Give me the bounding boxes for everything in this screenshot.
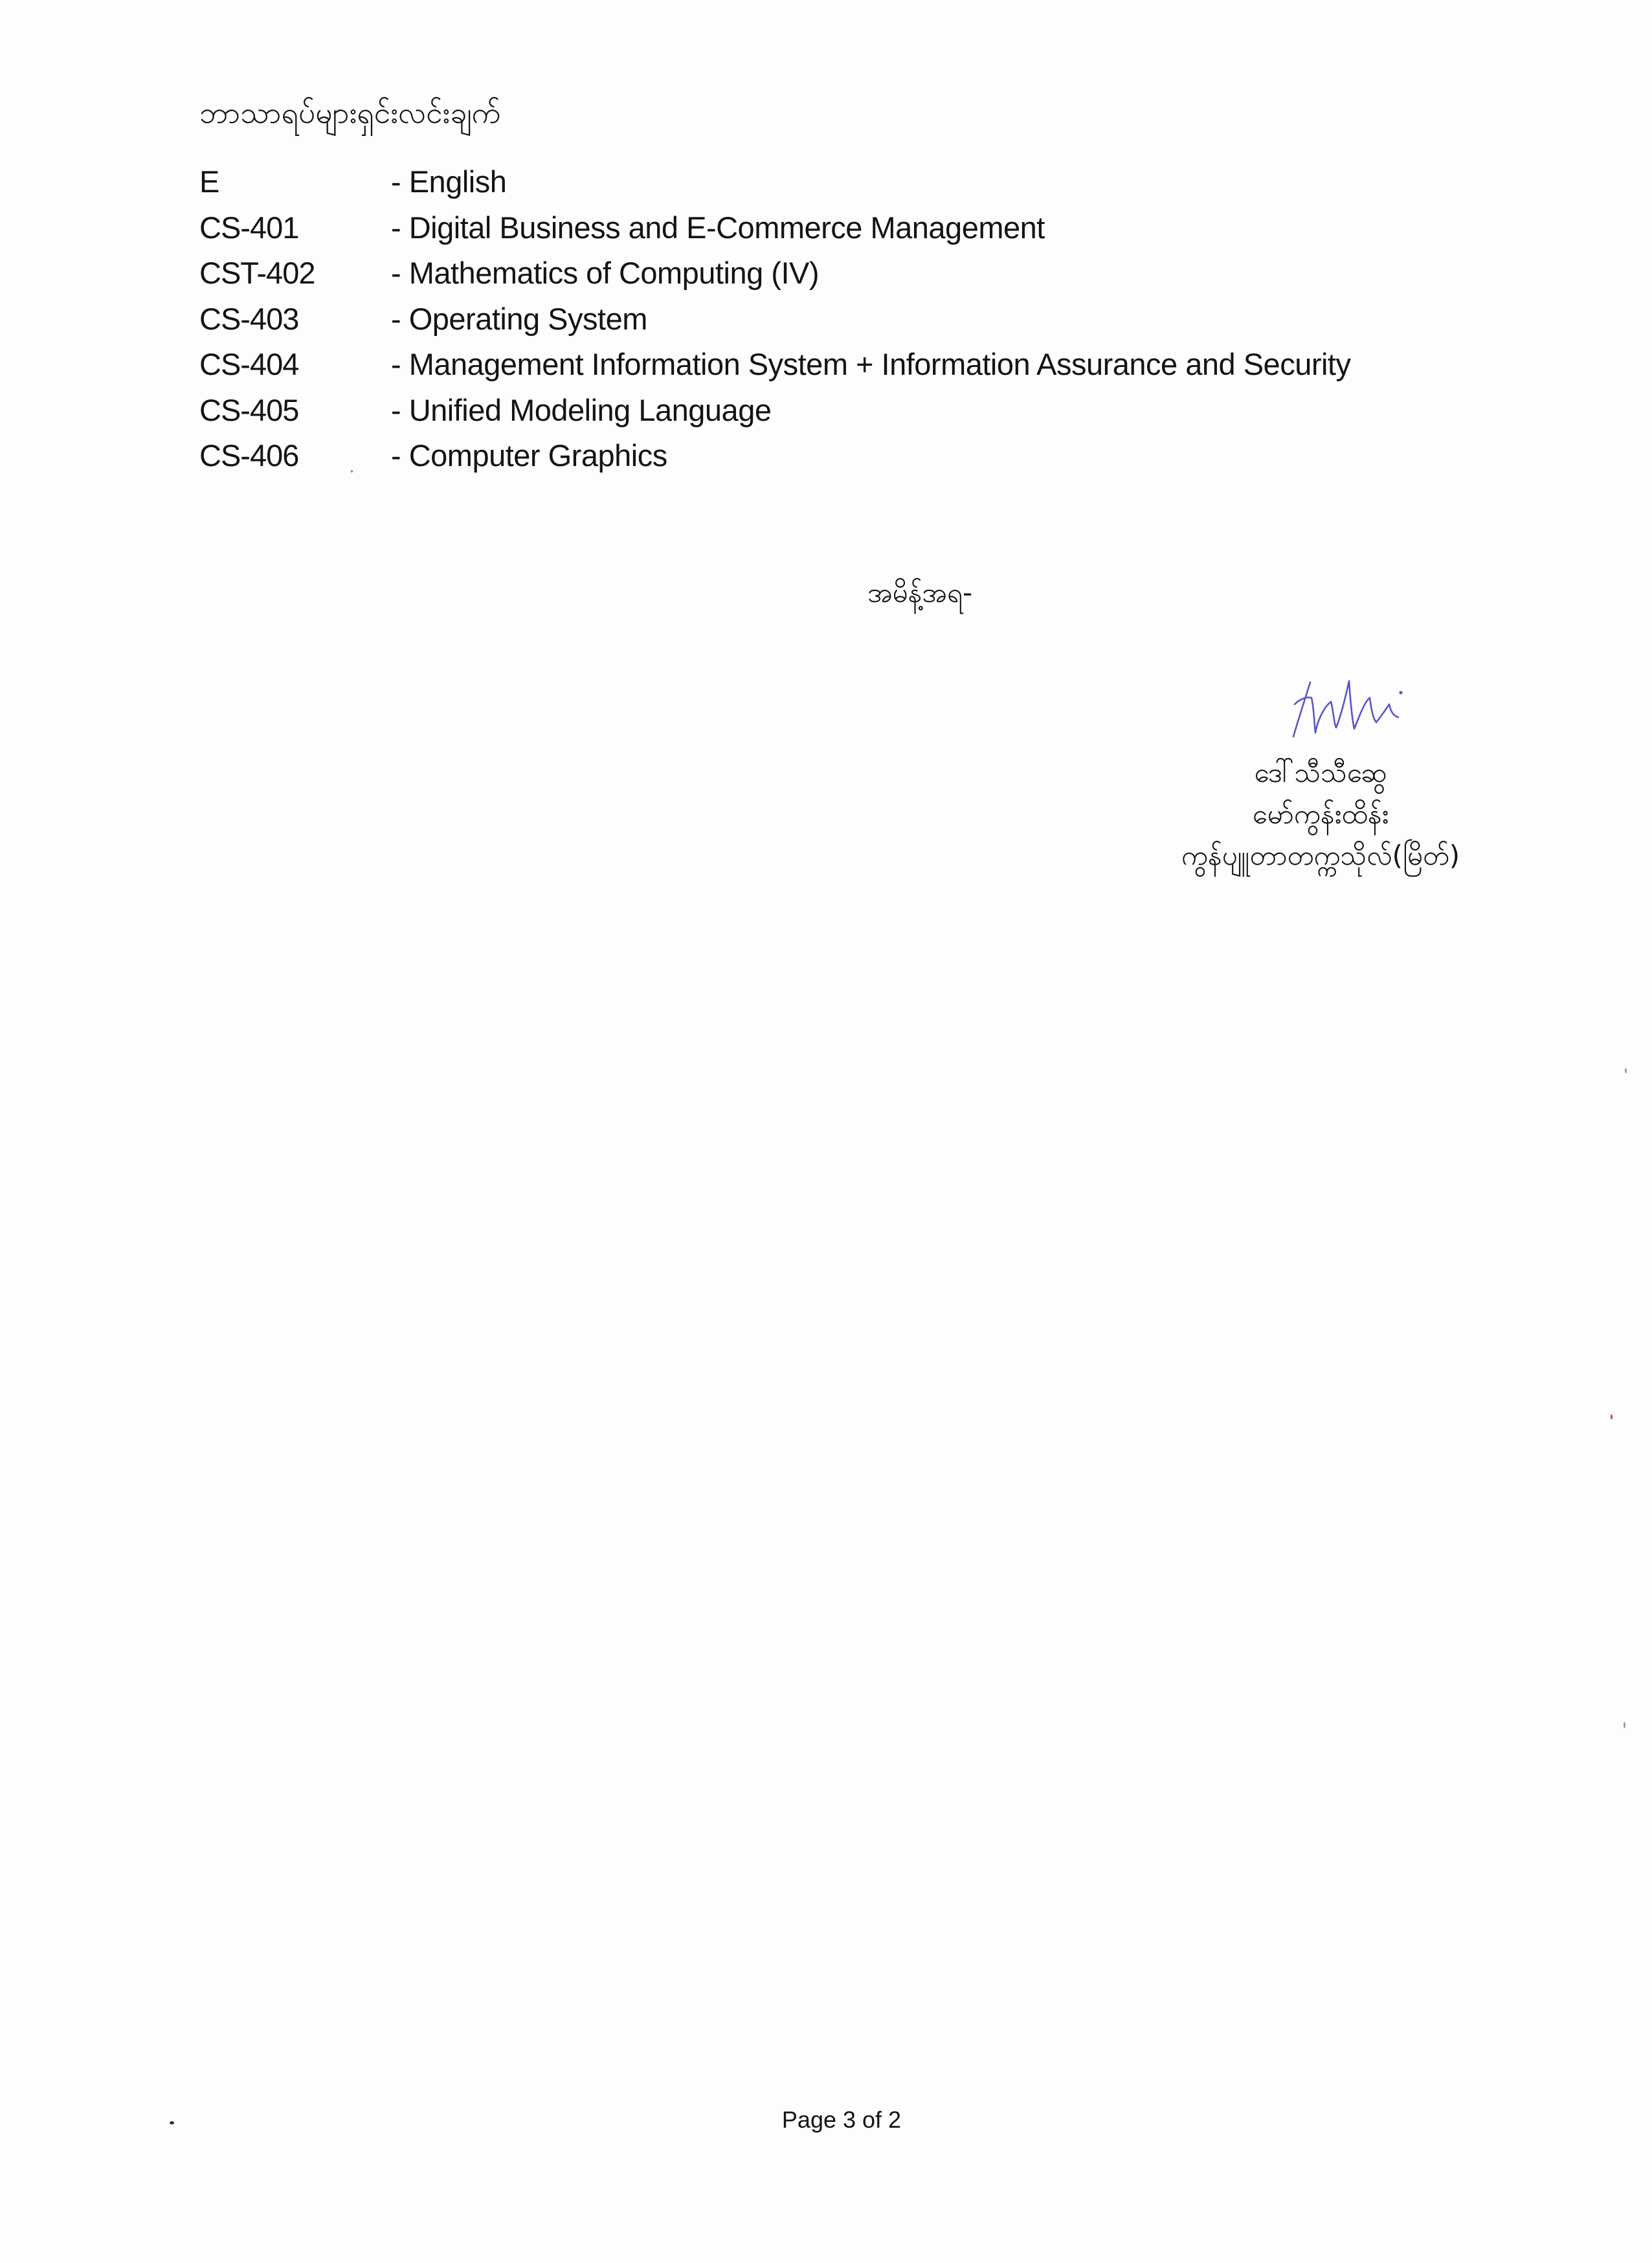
subject-name: - Operating System [391, 301, 647, 336]
subject-row [199, 296, 1494, 342]
subject-row [199, 159, 1494, 205]
subject-row [199, 205, 1494, 251]
order-line: အမိန့်အရ- [867, 577, 973, 608]
page-heading: ဘာသာရပ်များရှင်းလင်းချက် [199, 95, 501, 130]
subject-code: E [199, 164, 219, 199]
subject-code: CS-406 [199, 438, 299, 473]
scan-speck [1625, 1068, 1627, 1073]
subject-name: - Unified Modeling Language [391, 392, 772, 427]
subject-code: CS-401 [199, 210, 299, 245]
signer-name: ဒေါ်သီသီဆွေ [1254, 757, 1387, 788]
signer-title: မော်ကွန်းထိန်း [1252, 798, 1389, 830]
subject-row [199, 433, 1494, 479]
subject-code: CS-403 [199, 301, 299, 336]
subject-code: CS-404 [199, 347, 299, 381]
scan-speck [170, 2121, 174, 2124]
subject-list [199, 159, 1494, 479]
page-footer: Page 3 of 2 [781, 2106, 902, 2133]
subject-name: - Computer Graphics [391, 438, 667, 473]
scan-speck [1624, 1722, 1625, 1728]
handwritten-signature [1269, 673, 1418, 751]
subject-row [199, 251, 1494, 296]
subject-name: - Mathematics of Computing (IV) [391, 256, 819, 290]
subject-code: CST-402 [199, 256, 315, 290]
signer-institution: ကွန်ပျူတာတက္ကသိုလ်(မြိတ်) [1181, 840, 1460, 871]
scan-speck [1611, 1414, 1613, 1420]
subject-name: - Management Information System + Information Assurance and Security [391, 347, 1351, 381]
signer-block [1126, 752, 1515, 876]
scan-speck [351, 470, 353, 473]
subject-name: - English [391, 164, 507, 199]
subject-row [199, 342, 1494, 388]
subject-row [199, 388, 1494, 434]
subject-name: - Digital Business and E-Commerce Management [391, 210, 1045, 245]
subject-code: CS-405 [199, 392, 299, 427]
